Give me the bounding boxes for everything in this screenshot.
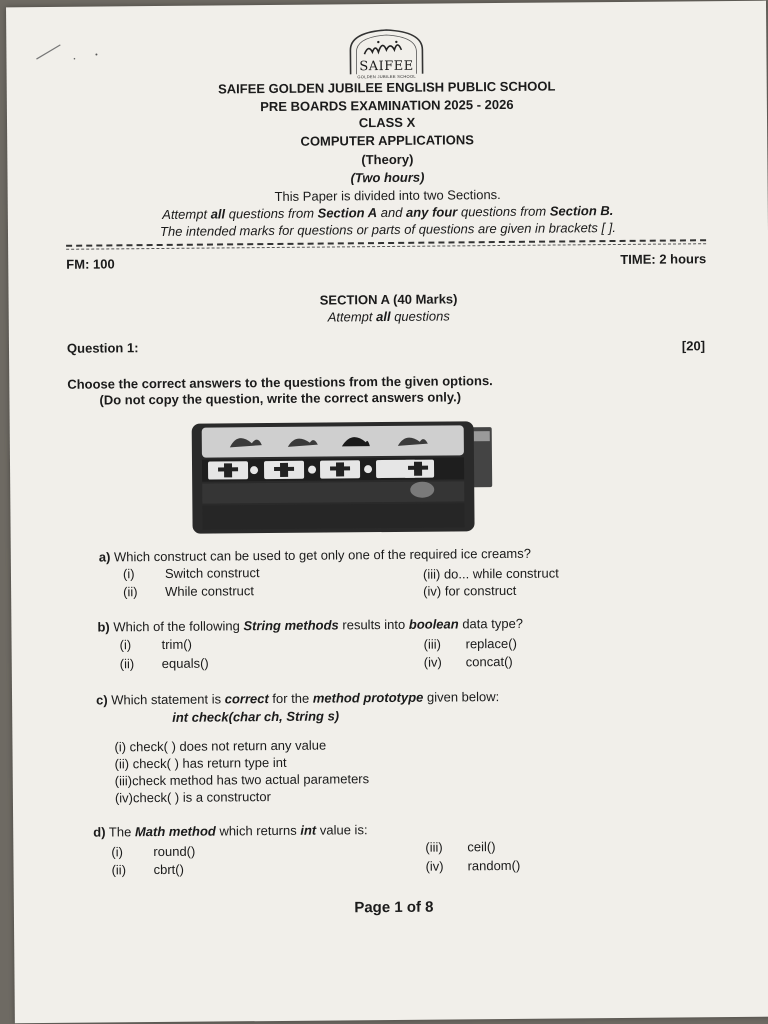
logo-text: SAIFEE <box>359 58 414 75</box>
question-c-option-3: (iii)check method has two actual parameters <box>114 771 370 789</box>
question-c-option-1: (i) check( ) does not return any value <box>114 737 327 755</box>
question-b-option-2: (ii) equals() <box>119 655 209 672</box>
method-prototype: int check(char ch, String s) <box>172 708 340 725</box>
question-b-option-4: (iv) concat() <box>423 653 513 670</box>
question-instruction-1: Choose the correct answers to the questions from the given options. <box>67 373 493 392</box>
subject-title: COMPUTER APPLICATIONS <box>300 132 474 149</box>
question-a-option-2: (ii) While construct <box>123 583 255 600</box>
question-b: b) Which of the following String methods results into boolean data type? <box>97 615 524 635</box>
section-subtitle: Attempt all questions <box>327 308 450 325</box>
question-d: d) The Math method which returns int value is: <box>93 822 368 840</box>
question-b-option-3: (iii) replace() <box>423 635 517 652</box>
question-a-option-1: (i) Switch construct <box>122 565 260 582</box>
exam-page <box>6 1 768 1024</box>
question-a: a) Which construct can be used to get only one of the required ice creams? <box>98 545 532 565</box>
question-b-option-1: (i) trim() <box>119 636 192 653</box>
question-d-option-4: (iv) random() <box>425 857 521 874</box>
instruction-line-2: Attempt all questions from Section A and any four questions from Section B. <box>162 203 614 222</box>
question-c: c) Which statement is correct for the method prototype given below: <box>95 689 500 708</box>
question-label: Question 1: <box>66 340 139 356</box>
question-marks: [20] <box>681 338 706 354</box>
pen-mark-icon <box>34 40 104 65</box>
question-a-option-4: (iv) for construct <box>423 582 517 599</box>
paper-type: (Theory) <box>361 151 414 168</box>
question-instruction-2: (Do not copy the question, write the correct answers only.) <box>99 389 462 408</box>
question-d-option-1: (i) round() <box>111 843 196 860</box>
instruction-line-1: This Paper is divided into two Sections. <box>274 187 501 204</box>
question-d-option-3: (iii) ceil() <box>425 839 496 855</box>
instruction-line-3: The intended marks for questions or parts of questions are given in brackets [ ]. <box>159 220 617 239</box>
logo-subtext: GOLDEN JUBILEE SCHOOL <box>357 73 416 80</box>
question-c-option-4: (iv)check( ) is a constructor <box>114 789 272 806</box>
paper-duration: (Two hours) <box>350 169 425 186</box>
full-marks: FM: 100 <box>66 256 115 272</box>
ice-cream-machine-icon <box>190 417 503 536</box>
class-label: CLASS X <box>358 114 416 131</box>
question-a-option-3: (iii) do... while construct <box>422 565 559 582</box>
exam-title: PRE BOARDS EXAMINATION 2025 - 2026 <box>260 96 514 115</box>
section-title: SECTION A (40 Marks) <box>319 291 458 308</box>
school-name: SAIFEE GOLDEN JUBILEE ENGLISH PUBLIC SCHOOL <box>218 78 556 97</box>
page-number: Page 1 of 8 <box>354 898 434 917</box>
question-c-option-2: (ii) check( ) has return type int <box>114 754 287 772</box>
time-allowed: TIME: 2 hours <box>620 251 707 267</box>
question-d-option-2: (ii) cbrt() <box>111 861 184 878</box>
